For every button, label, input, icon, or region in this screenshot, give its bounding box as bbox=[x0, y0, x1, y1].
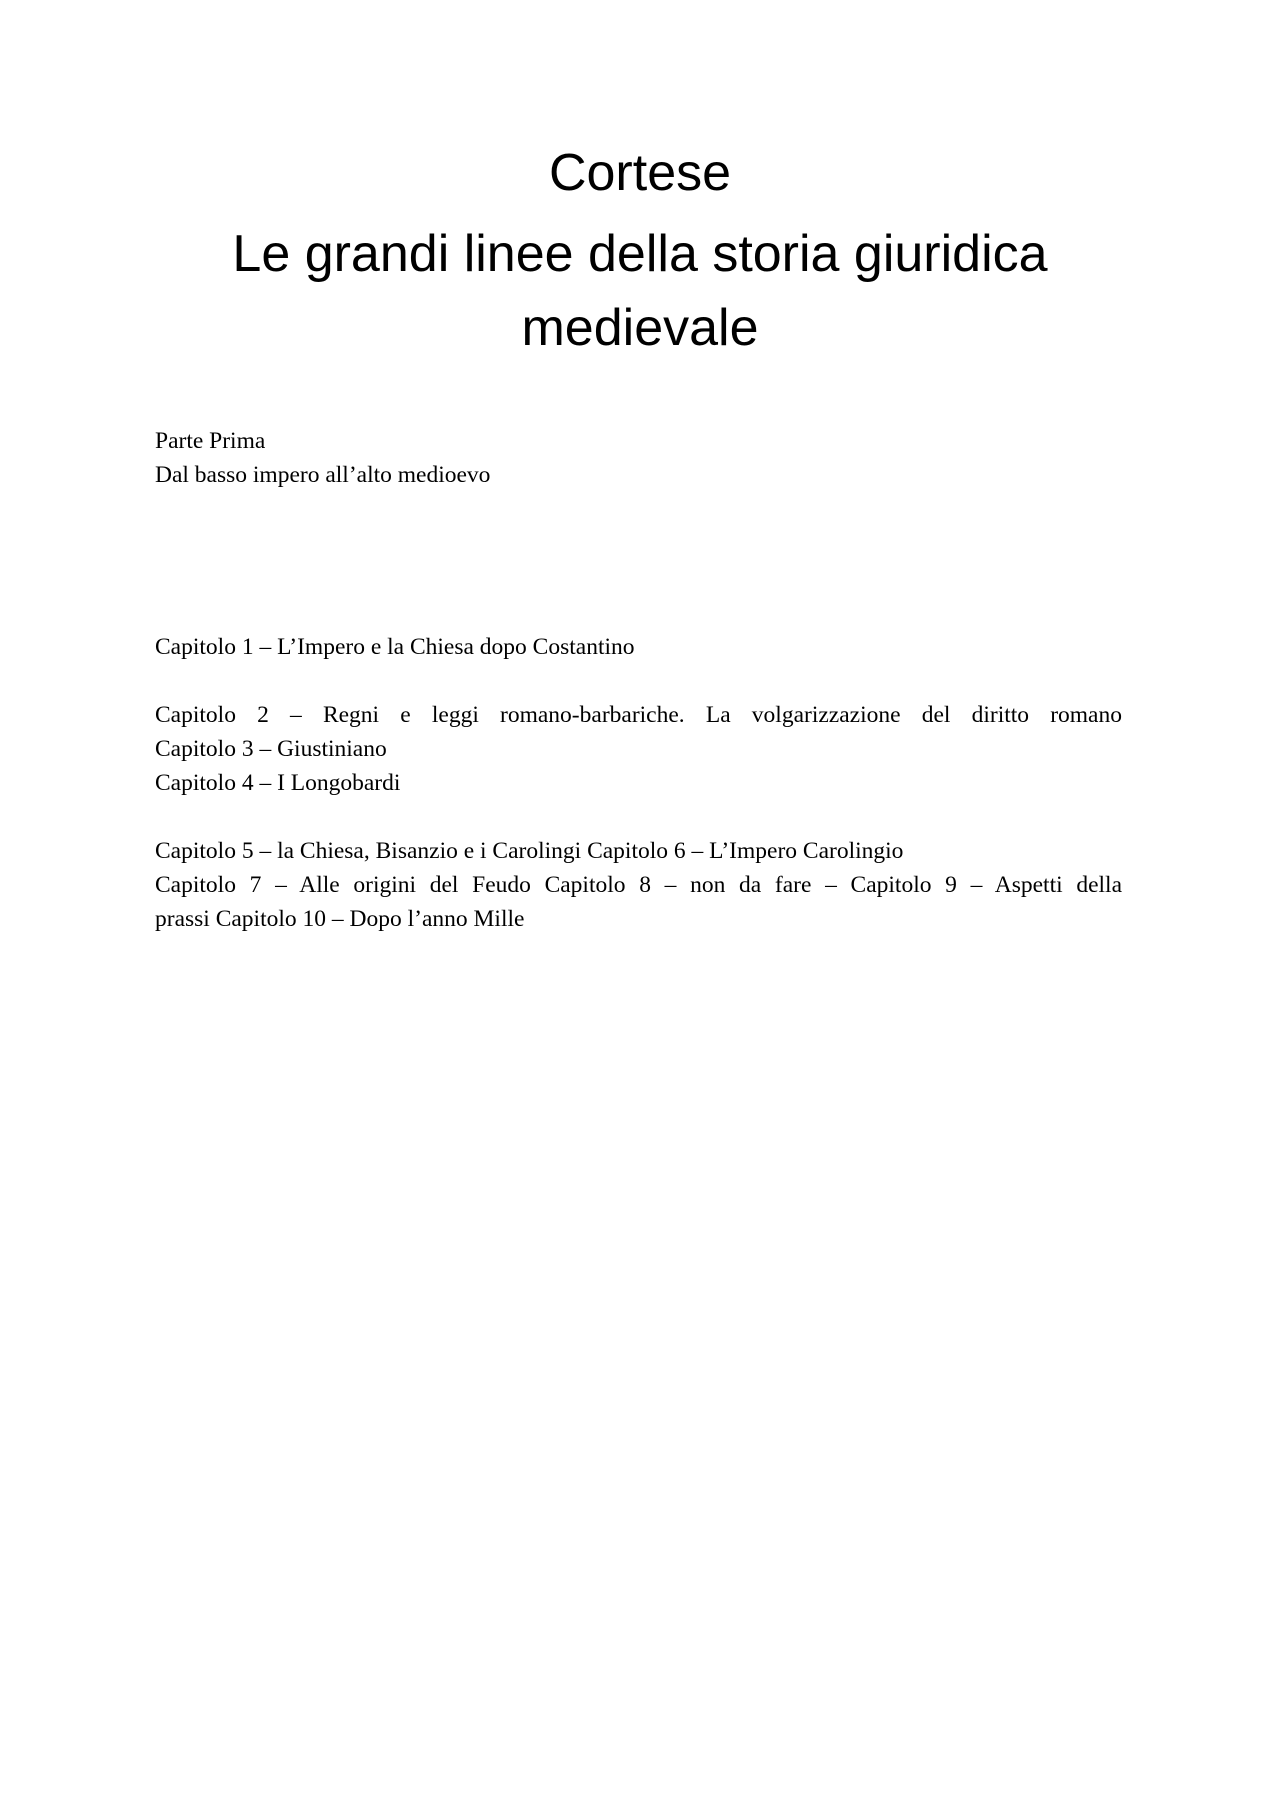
part-label: Parte Prima bbox=[155, 428, 266, 454]
chapter-line: Capitolo 7 – Alle origini del Feudo Capitolo 8 – non da fare – Capitolo 9 – Aspetti della bbox=[155, 872, 1122, 898]
chapter-line: Capitolo 5 – la Chiesa, Bisanzio e i Carolingi Capitolo 6 – L’Impero Carolingio bbox=[155, 838, 904, 864]
document-title-line-2: medievale bbox=[521, 299, 759, 357]
chapter-line: prassi Capitolo 10 – Dopo l’anno Mille bbox=[155, 906, 525, 932]
chapter-line: Capitolo 1 – L’Impero e la Chiesa dopo Costantino bbox=[155, 634, 635, 660]
document-author: Cortese bbox=[548, 144, 732, 202]
document-title-line-1: Le grandi linee della storia giuridica bbox=[232, 225, 1048, 283]
chapter-line: Capitolo 2 – Regni e leggi romano-barbariche. La volgarizzazione del diritto romano bbox=[155, 702, 1122, 728]
part-subtitle: Dal basso impero all’alto medioevo bbox=[155, 462, 491, 488]
chapter-line: Capitolo 3 – Giustiniano bbox=[155, 736, 387, 762]
chapter-line: Capitolo 4 – I Longobardi bbox=[155, 770, 401, 796]
